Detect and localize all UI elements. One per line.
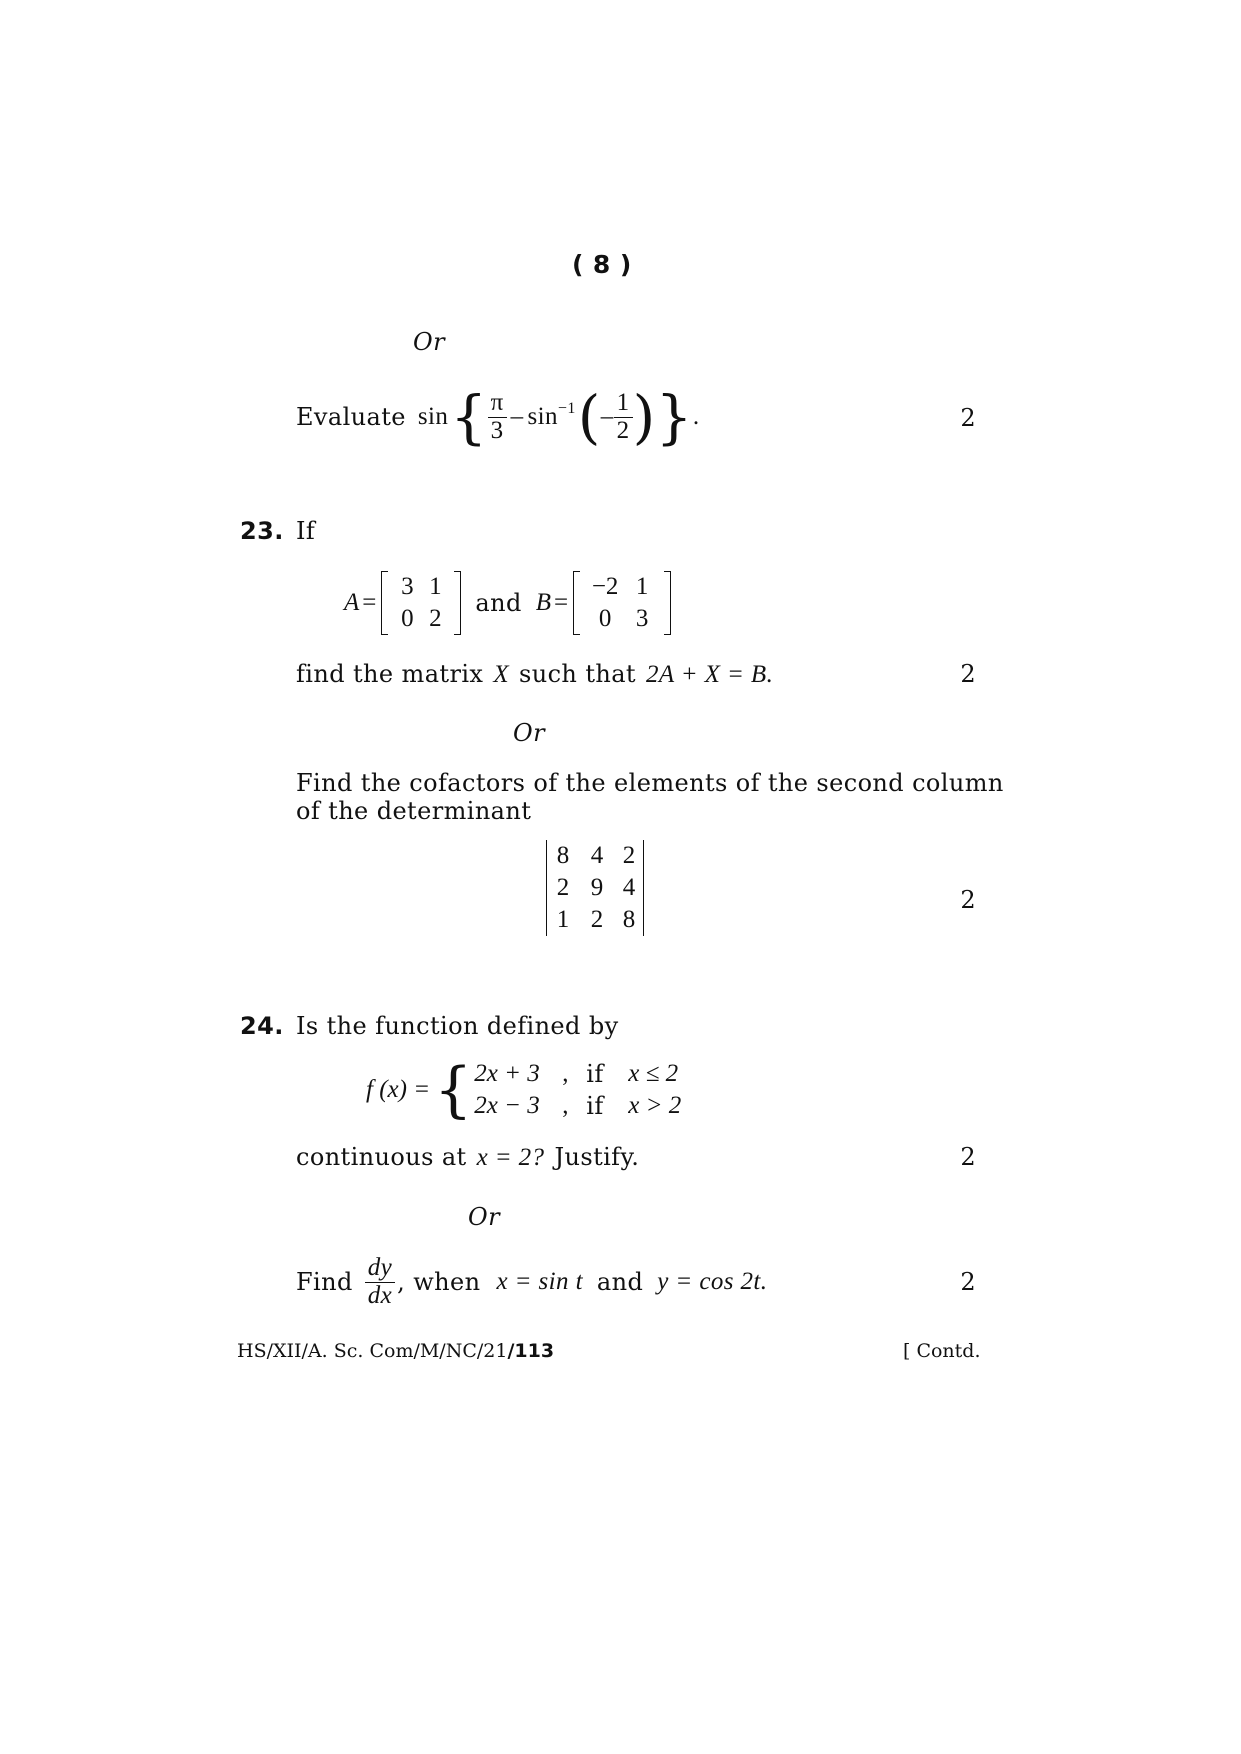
- q23-number: 23.: [240, 517, 284, 545]
- q24-y-expr: y = cos 2t.: [657, 1268, 768, 1295]
- q22-evaluate-word: Evaluate: [296, 403, 406, 431]
- q22-left-paren: (: [577, 383, 601, 451]
- q22-pi: π: [490, 389, 504, 417]
- q23-a-eq: =: [362, 589, 377, 616]
- determinant: [546, 840, 644, 936]
- footer-code: [237, 1340, 554, 1362]
- q24-dy: dy: [367, 1254, 393, 1282]
- determinant-cell: 4: [590, 842, 604, 869]
- q24-case1-if: if: [586, 1060, 604, 1088]
- matrix-a: [381, 571, 461, 635]
- q22-marks: 2: [960, 404, 976, 432]
- q24-and: and: [596, 1268, 644, 1296]
- q23-b-eq: =: [554, 589, 569, 616]
- q22-neg: –: [600, 403, 614, 430]
- q24-intro: Is the function defined by: [296, 1012, 619, 1040]
- matrix-a-right-bracket: [454, 571, 461, 635]
- q22-right-brace: }: [655, 383, 693, 451]
- q22-minus: –: [510, 403, 524, 430]
- q24-when: , when: [397, 1268, 481, 1296]
- matrix-b-cell: 3: [635, 605, 649, 632]
- q24-justify: Justify.: [554, 1143, 640, 1171]
- q24-or-marks: 2: [960, 1268, 976, 1296]
- q23-matrices-line: [344, 572, 671, 634]
- q24-case-brace: {: [434, 1055, 473, 1125]
- q22-or-label: Or: [413, 328, 445, 356]
- q22-evaluate-line: [296, 382, 700, 452]
- q24-x-expr: x = sin t: [496, 1268, 583, 1295]
- q24-continuous-text: continuous at: [296, 1143, 467, 1171]
- q22-inv-exp: −1: [557, 400, 576, 417]
- q24-piecewise: [366, 1055, 698, 1125]
- q23-and: and: [475, 589, 522, 617]
- q24-number: 24.: [240, 1012, 284, 1040]
- determinant-grid: [546, 840, 644, 936]
- q22-one: 1: [616, 389, 630, 417]
- footer-code-prefix: HS/XII/A. Sc. Com/M/NC/21: [237, 1340, 508, 1362]
- q23-find-line: [296, 660, 773, 689]
- q24-case2-cond: x > 2: [628, 1092, 682, 1119]
- determinant-cell: 2: [556, 874, 570, 901]
- determinant-cell: 9: [590, 874, 604, 901]
- footer-code-suffix: /113: [507, 1340, 555, 1362]
- q23-if: If: [296, 517, 316, 545]
- matrix-b: [573, 571, 671, 635]
- matrix-a-cell: 1: [429, 573, 442, 600]
- q24-case1-comma: ,: [562, 1060, 569, 1087]
- matrix-b-grid: [585, 573, 659, 633]
- matrix-b-cell: 0: [598, 605, 612, 632]
- q23-a-label: A: [344, 589, 360, 616]
- q22-left-brace: {: [450, 383, 488, 451]
- q24-marks: 2: [960, 1143, 976, 1171]
- matrix-a-grid: [393, 573, 449, 633]
- q22-three: 3: [488, 417, 507, 444]
- q24-x-eq: x = 2?: [476, 1144, 545, 1171]
- matrix-a-cell: 2: [429, 605, 442, 632]
- determinant-cell: 1: [556, 906, 570, 933]
- matrix-a-cell: 0: [401, 605, 414, 632]
- q23-find-text: find the matrix: [296, 660, 484, 688]
- q22-frac-pi3: [488, 390, 507, 444]
- determinant-cell: 8: [622, 906, 636, 933]
- determinant-cell: 8: [556, 842, 570, 869]
- q24-case1-expr: 2x + 3: [474, 1060, 540, 1087]
- q24-case1-cond: x ≤ 2: [628, 1060, 679, 1087]
- matrix-a-cell: 3: [401, 573, 414, 600]
- q22-two: 2: [614, 417, 633, 444]
- q23-cofactor-line1: Find the cofactors of the elements of the second column: [296, 769, 1004, 797]
- q22-frac-half: [614, 390, 633, 444]
- q22-period: .: [692, 403, 700, 430]
- q24-case2-expr: 2x − 3: [474, 1092, 540, 1119]
- determinant-left-bar: [546, 840, 547, 936]
- determinant-right-bar: [643, 840, 644, 936]
- q24-dx: dx: [365, 1282, 395, 1309]
- matrix-b-right-bracket: [664, 571, 671, 635]
- q23-marks: 2: [960, 660, 976, 688]
- determinant-cell: 2: [622, 842, 636, 869]
- q23-such-that: such that: [519, 660, 636, 688]
- determinant-cell: 2: [590, 906, 604, 933]
- matrix-b-left-bracket: [573, 571, 580, 635]
- q23-or-label: Or: [513, 719, 545, 747]
- matrix-a-left-bracket: [381, 571, 388, 635]
- q24-cases: [474, 1058, 698, 1122]
- q24-dydx: [365, 1255, 395, 1309]
- q24-case2-if: if: [586, 1092, 604, 1120]
- determinant-cell: 4: [622, 874, 636, 901]
- q22-sin-inv: sin: [527, 403, 558, 430]
- matrix-b-cell: −2: [591, 573, 619, 600]
- footer-contd: [ Contd.: [903, 1340, 981, 1362]
- q24-or-label: Or: [468, 1203, 500, 1231]
- q24-f-label: f (x) =: [366, 1076, 431, 1103]
- page-number: ( 8 ): [572, 250, 632, 279]
- q24-find-text: Find: [296, 1268, 353, 1296]
- q24-case2-comma: ,: [562, 1092, 569, 1119]
- q22-right-paren: ): [632, 383, 656, 451]
- q23-cofactor-line2: of the determinant: [296, 797, 532, 825]
- matrix-b-cell: 1: [635, 573, 649, 600]
- q23-x-var: X: [493, 661, 510, 688]
- q24-find-line: [296, 1250, 767, 1314]
- q23-or-marks: 2: [960, 886, 976, 914]
- q22-sin: sin: [417, 403, 449, 430]
- q23-equation: 2A + X = B.: [645, 661, 774, 688]
- q24-continuous-line: [296, 1143, 639, 1172]
- q23-b-label: B: [535, 589, 552, 616]
